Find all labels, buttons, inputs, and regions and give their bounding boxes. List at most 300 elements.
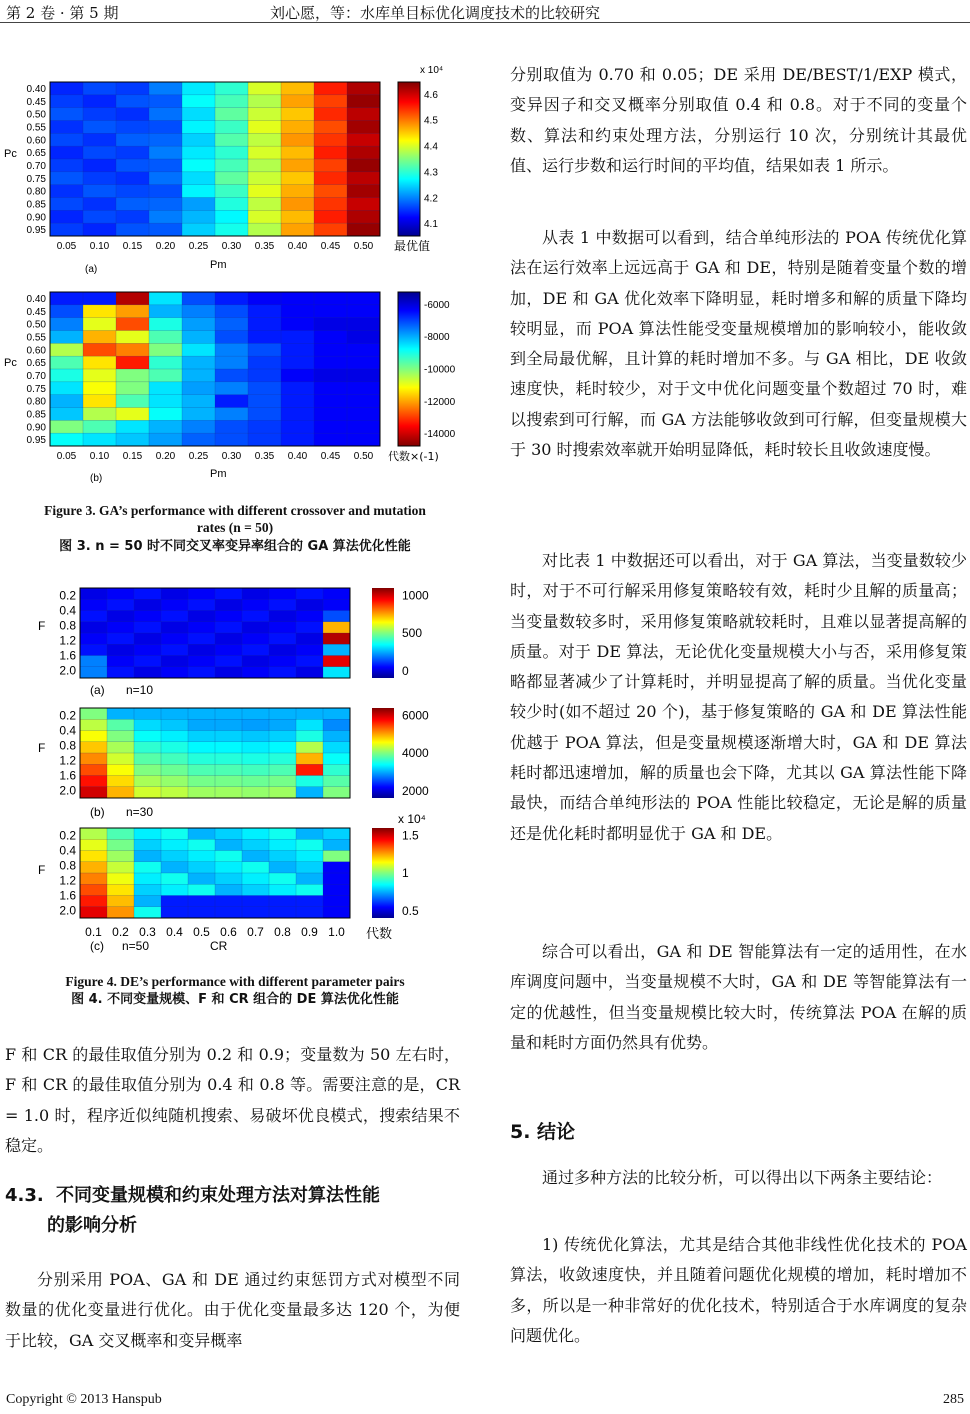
heatmap-4c-cell bbox=[80, 851, 107, 863]
heatmap-3b-cell bbox=[215, 292, 248, 305]
heatmap-3a-cell bbox=[215, 95, 248, 108]
right-paragraph-4: 综合可以看出，GA 和 DE 智能算法有一定的适用性，在水库调度问题中，当变量规模不大时，GA 和 DE 等智能算法有一定的优越性，但当变量规模比较大时，传统算法 POA 在解的质量和耗时方面仍然具有优势。 bbox=[510, 942, 967, 1052]
heatmap-3b-cell bbox=[248, 356, 281, 369]
heatmap-4a-cell bbox=[323, 667, 350, 679]
right-paragraph-6: 1) 传统优化算法，尤其是结合其他非线性优化技术的 POA 算法，收敛速度快，并且随着问题优化规模的增加，耗时增加不多，所以是一种非常好的优化技术，特别适合于水库调度的复杂问题优化。 bbox=[510, 1235, 967, 1345]
heatmap-3b-cell bbox=[182, 420, 215, 433]
heatmap-3b-cell bbox=[281, 369, 314, 382]
heatmap-3b-cell bbox=[182, 369, 215, 382]
heatmap-3b-cell bbox=[149, 318, 182, 331]
heatmap-4c-cell bbox=[107, 839, 134, 851]
heatmap-3b-cell bbox=[50, 395, 83, 408]
panel-label-3a: (a) bbox=[85, 264, 98, 275]
heatmap-4c-cell bbox=[296, 862, 323, 874]
heatmap-3a-cell bbox=[248, 172, 281, 185]
heatmap-3a-cell bbox=[314, 223, 347, 236]
heatmap-4c-cell bbox=[269, 896, 296, 908]
heatmap-4c-cell bbox=[215, 851, 242, 863]
heatmap-4c-cell bbox=[107, 828, 134, 840]
heatmap-3b-cell bbox=[116, 382, 149, 395]
heatmap-3a-cell bbox=[248, 133, 281, 146]
heatmap-4b-cell bbox=[296, 731, 323, 743]
heatmap-3a-cell bbox=[281, 223, 314, 236]
heatmap-3a-cell bbox=[347, 82, 380, 95]
heatmap-3a-cell bbox=[116, 198, 149, 211]
heatmap-3a-cell bbox=[248, 210, 281, 223]
heatmap-3b-cell bbox=[182, 331, 215, 344]
y-tick-3a: 0.55 bbox=[26, 122, 46, 134]
heatmap-4c-cell bbox=[323, 851, 350, 863]
heatmap-3b-cell bbox=[116, 343, 149, 356]
heatmap-3b-cell bbox=[347, 318, 380, 331]
heatmap-4c-cell bbox=[161, 907, 188, 919]
x-tick-3a: 0.05 bbox=[56, 241, 77, 252]
heatmap-4a-cell bbox=[107, 667, 134, 679]
heatmap-4a-cell bbox=[215, 633, 242, 645]
y-tick-4b: 0.2 bbox=[59, 708, 76, 723]
heatmap-3a-cell bbox=[50, 159, 83, 172]
heatmap-4a-cell bbox=[134, 644, 161, 656]
heatmap-3a-cell bbox=[314, 133, 347, 146]
heatmap-3b-cell bbox=[50, 420, 83, 433]
heatmap-4c-cell bbox=[134, 884, 161, 896]
x-tick-3a: 0.15 bbox=[122, 241, 143, 252]
heatmap-4b-cell bbox=[323, 753, 350, 765]
heatmap-3b-cell bbox=[314, 408, 347, 421]
heatmap-4b-cell bbox=[107, 764, 134, 776]
heatmap-4c-cell bbox=[134, 828, 161, 840]
heatmap-3b-cell bbox=[248, 433, 281, 446]
heatmap-3a-cell bbox=[116, 172, 149, 185]
heatmap-4b-cell bbox=[134, 764, 161, 776]
heatmap-4b-cell bbox=[269, 708, 296, 720]
heatmap-3a-cell bbox=[215, 210, 248, 223]
heatmap-4a-cell bbox=[161, 644, 188, 656]
heatmap-4a-cell bbox=[80, 599, 107, 611]
heatmap-4a-cell bbox=[215, 644, 242, 656]
heatmap-3b-cell bbox=[281, 343, 314, 356]
heatmap-3b-cell bbox=[314, 433, 347, 446]
colorbar-3a bbox=[398, 82, 420, 236]
heatmap-3b-cell bbox=[149, 331, 182, 344]
heatmap-3b-cell bbox=[83, 356, 116, 369]
y-tick-3a: 0.40 bbox=[26, 83, 46, 95]
heatmap-4a-cell bbox=[242, 611, 269, 623]
heatmap-3b-cell bbox=[347, 382, 380, 395]
ylabel-4b: F bbox=[38, 741, 46, 755]
heatmap-3a-cell bbox=[248, 82, 281, 95]
y-tick-3a: 0.70 bbox=[26, 160, 46, 172]
heatmap-4b-cell bbox=[242, 787, 269, 799]
y-tick-4c: 0.8 bbox=[59, 858, 76, 873]
running-title: 刘心愿，等：水库单目标优化调度技术的比较研究 bbox=[270, 4, 601, 22]
heatmap-3b-cell bbox=[50, 292, 83, 305]
heatmap-3a-cell bbox=[347, 108, 380, 121]
x-tick-3a: 0.35 bbox=[254, 241, 275, 252]
heatmap-3b-cell bbox=[50, 382, 83, 395]
colorbar-exponent-4c: x 10⁴ bbox=[398, 812, 426, 826]
heatmap-4b-cell bbox=[323, 708, 350, 720]
heatmap-3b-cell bbox=[314, 331, 347, 344]
heatmap-3a-cell bbox=[149, 95, 182, 108]
heatmap-4a-cell bbox=[107, 644, 134, 656]
heatmap-3b-cell bbox=[215, 433, 248, 446]
heatmap-4b-cell bbox=[323, 787, 350, 799]
heatmap-3a-cell bbox=[149, 133, 182, 146]
heatmap-4a-cell bbox=[323, 622, 350, 634]
heatmap-4c-cell bbox=[107, 896, 134, 908]
heatmap-3a-cell bbox=[281, 159, 314, 172]
heatmap-3a-cell bbox=[314, 198, 347, 211]
page-number: 285 bbox=[943, 1392, 964, 1407]
heatmap-3a-cell bbox=[281, 172, 314, 185]
heatmap-3a-cell bbox=[83, 82, 116, 95]
panel-label-4b: (b) bbox=[90, 805, 105, 819]
heatmap-4b-cell bbox=[107, 708, 134, 720]
heatmap-3a-cell bbox=[50, 172, 83, 185]
heatmap-3b-cell bbox=[83, 433, 116, 446]
heatmap-4a-cell bbox=[296, 599, 323, 611]
x-tick-4c: 0.6 bbox=[220, 925, 237, 939]
heatmap-4c-cell bbox=[215, 896, 242, 908]
heatmap-4b-cell bbox=[107, 731, 134, 743]
heatmap-3a-cell bbox=[182, 133, 215, 146]
heatmap-4b-cell bbox=[242, 708, 269, 720]
heatmap-4c-cell bbox=[80, 828, 107, 840]
y-tick-3a: 0.95 bbox=[26, 225, 46, 237]
heatmap-4a-cell bbox=[188, 611, 215, 623]
colorbar-tick-3b: -8000 bbox=[424, 332, 450, 344]
left-paragraph-2: 分别采用 POA、GA 和 DE 通过约束惩罚方式对模型不同数量的优化变量进行优化。由于优化变量最多达 120 个，为便于比较，GA 交叉概率和变异概率 bbox=[5, 1270, 460, 1350]
heatmap-4b-cell bbox=[296, 742, 323, 754]
heatmap-4b-cell bbox=[107, 776, 134, 788]
heatmap-3a-cell bbox=[182, 121, 215, 134]
figure-3 bbox=[0, 55, 480, 505]
heatmap-4b-cell bbox=[188, 742, 215, 754]
heatmap-3a-cell bbox=[314, 82, 347, 95]
heatmap-4c-cell bbox=[242, 896, 269, 908]
heatmap-4c-cell bbox=[215, 828, 242, 840]
heatmap-4c-cell bbox=[134, 907, 161, 919]
heatmap-3b-cell bbox=[116, 356, 149, 369]
heatmap-3b-cell bbox=[116, 318, 149, 331]
heatmap-4b-cell bbox=[296, 708, 323, 720]
heatmap-4b-cell bbox=[323, 764, 350, 776]
heatmap-4c-cell bbox=[296, 851, 323, 863]
heatmap-3b-cell bbox=[281, 318, 314, 331]
heatmap-4a-cell bbox=[323, 611, 350, 623]
y-tick-4a: 1.6 bbox=[59, 648, 76, 663]
heatmap-4c-cell bbox=[242, 862, 269, 874]
heatmap-4b-cell bbox=[269, 764, 296, 776]
heatmap-3a-cell bbox=[50, 185, 83, 198]
heatmap-4c-cell bbox=[134, 851, 161, 863]
heatmap-4c-cell bbox=[215, 862, 242, 874]
colorbar-tick-3b: -12000 bbox=[424, 396, 456, 408]
heatmap-3b-cell bbox=[281, 420, 314, 433]
heatmap-4c-cell bbox=[188, 873, 215, 885]
heatmap-3a-cell bbox=[347, 146, 380, 159]
heatmap-4b-cell bbox=[242, 764, 269, 776]
heatmap-3b-cell bbox=[314, 305, 347, 318]
heatmap-4b-cell bbox=[134, 776, 161, 788]
heatmap-3b-cell bbox=[314, 395, 347, 408]
heatmap-4c-cell bbox=[188, 851, 215, 863]
heatmap-4c-cell bbox=[161, 828, 188, 840]
heatmap-4c-cell bbox=[188, 896, 215, 908]
heatmap-4b-cell bbox=[323, 742, 350, 754]
heatmap-3b-cell bbox=[347, 331, 380, 344]
y-tick-3a: 0.75 bbox=[26, 173, 46, 185]
heatmap-3b-cell bbox=[116, 420, 149, 433]
y-tick-3b: 0.75 bbox=[26, 383, 46, 395]
heatmap-3a-cell bbox=[50, 146, 83, 159]
heatmap-3a-cell bbox=[149, 108, 182, 121]
heatmap-3a-cell bbox=[248, 95, 281, 108]
journal-volume: 第 2 卷 · 第 5 期 bbox=[6, 4, 119, 22]
heatmap-3b-cell bbox=[182, 343, 215, 356]
heatmap-3a-cell bbox=[347, 185, 380, 198]
y-tick-3a: 0.45 bbox=[26, 96, 46, 108]
right-paragraph-3: 对比表 1 中数据还可以看出，对于 GA 算法，当变量数较少时，对于不可行解采用修复策略较有效，耗时少且解的质量高；当变量数较多时，采用修复策略就较耗时，且难以显著提高解的质量。对于 DE 算法，无论优化变量规模大小与否，采用修复策略都显著减少了计算耗时，并明显提高了解的质量。当优化变量较少时(如不超过 20 个)，基于修复策略的 GA 和 DE 算法性能优越于 POA 算法，但是变量规模逐渐增大时，GA 和 DE 算法耗时都迅速增加，解的质量也会下降，尤其以 GA 算法性能下降最快，而结合单纯形法的 POA 性能比较稳定，无论是解的质量还是优化耗时都明显优于 GA 和 DE。 bbox=[510, 551, 967, 843]
heatmap-3a-cell bbox=[314, 121, 347, 134]
x-tick-4c: 0.5 bbox=[193, 925, 210, 939]
heatmap-4c-cell bbox=[296, 839, 323, 851]
heatmap-3a-cell bbox=[215, 108, 248, 121]
heatmap-4c-cell bbox=[296, 907, 323, 919]
heatmap-3a-cell bbox=[83, 159, 116, 172]
heatmap-4b-cell bbox=[296, 753, 323, 765]
heatmap-3b-cell bbox=[314, 420, 347, 433]
heatmap-3b-cell bbox=[149, 395, 182, 408]
figure-3-caption-en: Figure 3. GA’s performance with different crossover and mutation rates (n = 50) bbox=[44, 503, 426, 535]
section-4-3-title-line2: 的影响分析 bbox=[47, 1215, 137, 1236]
heatmap-4c-cell bbox=[323, 862, 350, 874]
heatmap-3a-cell bbox=[182, 146, 215, 159]
panel-n-4a: n=10 bbox=[126, 683, 154, 697]
heatmap-4b-cell bbox=[107, 787, 134, 799]
heatmap-4c-cell bbox=[323, 884, 350, 896]
x-tick-4c: 0.3 bbox=[139, 925, 156, 939]
heatmap-3b-cell bbox=[182, 408, 215, 421]
y-tick-4c: 2.0 bbox=[59, 903, 76, 918]
colorbar-label-3b: 代数×(-1) bbox=[388, 450, 439, 463]
y-tick-4b: 0.4 bbox=[59, 723, 76, 738]
heatmap-4c-cell bbox=[242, 839, 269, 851]
colorbar-tick-3a: 4.5 bbox=[424, 115, 438, 127]
heatmap-3b-cell bbox=[314, 356, 347, 369]
heatmap-4a-cell bbox=[296, 656, 323, 668]
heatmap-4c-cell bbox=[296, 896, 323, 908]
heatmap-3b-cell bbox=[83, 382, 116, 395]
heatmap-4b-cell bbox=[215, 719, 242, 731]
heatmap-3a-cell bbox=[182, 108, 215, 121]
heatmap-3b-cell bbox=[116, 395, 149, 408]
heatmap-3b-cell bbox=[215, 356, 248, 369]
y-tick-3b: 0.85 bbox=[26, 409, 46, 421]
heatmap-4a-cell bbox=[134, 588, 161, 600]
y-tick-3a: 0.65 bbox=[26, 148, 46, 160]
x-tick-3b: 0.20 bbox=[155, 451, 176, 462]
heatmap-3a-cell bbox=[314, 185, 347, 198]
heatmap-4a-cell bbox=[80, 611, 107, 623]
x-tick-3b: 0.25 bbox=[188, 451, 209, 462]
heatmap-4a-cell bbox=[296, 667, 323, 679]
heatmap-3b-cell bbox=[83, 292, 116, 305]
heatmap-3b-cell bbox=[116, 369, 149, 382]
heatmap-4b-cell bbox=[242, 776, 269, 788]
y-tick-3a: 0.80 bbox=[26, 186, 46, 198]
heatmap-3b-cell bbox=[248, 292, 281, 305]
heatmap-3a-cell bbox=[83, 121, 116, 134]
heatmap-4a-cell bbox=[296, 644, 323, 656]
heatmap-3a-cell bbox=[149, 210, 182, 223]
heatmap-4a-cell bbox=[188, 656, 215, 668]
heatmap-4c-cell bbox=[269, 907, 296, 919]
y-tick-3b: 0.45 bbox=[26, 306, 46, 318]
section-4-3-title-line1: 不同变量规模和约束处理方法对算法性能 bbox=[56, 1185, 381, 1206]
colorbar-tick-4b: 4000 bbox=[402, 746, 429, 761]
heatmap-4a-cell bbox=[161, 588, 188, 600]
heatmap-3b-cell bbox=[149, 382, 182, 395]
heatmap-3b-cell bbox=[314, 318, 347, 331]
colorbar-tick-4c: 1 bbox=[402, 866, 409, 881]
x-tick-3b: 0.05 bbox=[56, 451, 77, 462]
heatmap-4b-cell bbox=[269, 742, 296, 754]
heatmap-4b-cell bbox=[161, 787, 188, 799]
heatmap-3b-cell bbox=[314, 343, 347, 356]
heatmap-3a-cell bbox=[281, 95, 314, 108]
heatmap-4c-cell bbox=[323, 828, 350, 840]
heatmap-4b-cell bbox=[107, 719, 134, 731]
heatmap-4c-cell bbox=[188, 828, 215, 840]
y-tick-3a: 0.85 bbox=[26, 199, 46, 211]
heatmap-3b-cell bbox=[83, 305, 116, 318]
heatmap-4b-cell bbox=[269, 776, 296, 788]
xlabel-3b: Pm bbox=[210, 468, 227, 480]
heatmap-4b-cell bbox=[80, 742, 107, 754]
colorbar-tick-3a: 4.4 bbox=[424, 141, 438, 153]
heatmap-4a-cell bbox=[269, 644, 296, 656]
heatmap-3a-cell bbox=[347, 133, 380, 146]
heatmap-4a-cell bbox=[215, 622, 242, 634]
x-tick-4c: 1.0 bbox=[328, 925, 345, 939]
heatmap-4b-cell bbox=[323, 719, 350, 731]
heatmap-4a-cell bbox=[80, 644, 107, 656]
colorbar-tick-3b: -14000 bbox=[424, 429, 456, 441]
heatmap-3a-cell bbox=[83, 95, 116, 108]
heatmap-3b-cell bbox=[248, 331, 281, 344]
heatmap-3b-cell bbox=[116, 305, 149, 318]
heatmap-3a-cell bbox=[83, 172, 116, 185]
heatmap-3b-cell bbox=[149, 305, 182, 318]
xlabel-4c: CR bbox=[210, 939, 228, 953]
heatmap-4a-cell bbox=[323, 599, 350, 611]
heatmap-4b-cell bbox=[161, 708, 188, 720]
heatmap-3b-cell bbox=[50, 318, 83, 331]
heatmap-3a-cell bbox=[281, 82, 314, 95]
heatmap-3b-cell bbox=[347, 305, 380, 318]
panel-label-3b: (b) bbox=[90, 473, 103, 484]
heatmap-4a-cell bbox=[242, 644, 269, 656]
heatmap-3a-cell bbox=[347, 95, 380, 108]
heatmap-4c-cell bbox=[161, 873, 188, 885]
y-tick-3b: 0.40 bbox=[26, 293, 46, 305]
x-tick-4c: 0.9 bbox=[301, 925, 318, 939]
heatmap-3a-cell bbox=[149, 82, 182, 95]
y-tick-4b: 2.0 bbox=[59, 783, 76, 798]
x-tick-4c: 0.4 bbox=[166, 925, 183, 939]
heatmap-3a-cell bbox=[149, 121, 182, 134]
heatmap-3a-cell bbox=[50, 108, 83, 121]
heatmap-4c-cell bbox=[296, 884, 323, 896]
heatmap-3a-cell bbox=[50, 198, 83, 211]
y-tick-4a: 2.0 bbox=[59, 663, 76, 678]
heatmap-4c-cell bbox=[107, 884, 134, 896]
y-tick-3a: 0.90 bbox=[26, 212, 46, 224]
heatmap-4b-cell bbox=[323, 731, 350, 743]
heatmap-4c-cell bbox=[215, 839, 242, 851]
heatmap-3b-cell bbox=[182, 395, 215, 408]
heatmap-4b-cell bbox=[215, 764, 242, 776]
heatmap-4c-cell bbox=[188, 839, 215, 851]
heatmap-3b-cell bbox=[182, 318, 215, 331]
heatmap-4b-cell bbox=[161, 764, 188, 776]
x-tick-3b: 0.35 bbox=[254, 451, 275, 462]
heatmap-4a-cell bbox=[296, 622, 323, 634]
x-tick-3b: 0.50 bbox=[353, 451, 374, 462]
heatmap-4a-cell bbox=[323, 656, 350, 668]
heatmap-4b-cell bbox=[188, 719, 215, 731]
heatmap-3a-cell bbox=[83, 185, 116, 198]
copyright: Copyright © 2013 Hanspub bbox=[6, 1392, 162, 1407]
heatmap-3b-cell bbox=[215, 395, 248, 408]
heatmap-4c-cell bbox=[269, 862, 296, 874]
heatmap-3a-cell bbox=[149, 146, 182, 159]
heatmap-4b-cell bbox=[269, 719, 296, 731]
heatmap-3a-cell bbox=[215, 159, 248, 172]
ylabel-4c: F bbox=[38, 863, 46, 877]
heatmap-4a-cell bbox=[107, 611, 134, 623]
heatmap-3a-cell bbox=[182, 210, 215, 223]
colorbar-tick-4b: 2000 bbox=[402, 784, 429, 798]
heatmap-4a-cell bbox=[80, 622, 107, 634]
heatmap-4b-cell bbox=[215, 731, 242, 743]
heatmap-3b-cell bbox=[281, 292, 314, 305]
heatmap-3b-cell bbox=[83, 318, 116, 331]
heatmap-4b-cell bbox=[296, 776, 323, 788]
panel-label-4a: (a) bbox=[90, 683, 105, 697]
heatmap-3a-cell bbox=[281, 133, 314, 146]
heatmap-3a-cell bbox=[83, 223, 116, 236]
heatmap-4b-cell bbox=[269, 753, 296, 765]
heatmap-3b-cell bbox=[281, 382, 314, 395]
x-tick-4c: 0.8 bbox=[274, 925, 291, 939]
heatmap-3b-cell bbox=[347, 420, 380, 433]
heatmap-4a-cell bbox=[134, 667, 161, 679]
y-tick-4a: 1.2 bbox=[59, 633, 76, 648]
heatmap-3b-cell bbox=[215, 331, 248, 344]
heatmap-4b-cell bbox=[161, 719, 188, 731]
heatmap-4c-cell bbox=[269, 839, 296, 851]
y-tick-3b: 0.80 bbox=[26, 396, 46, 408]
y-tick-3b: 0.90 bbox=[26, 422, 46, 434]
heatmap-3a-cell bbox=[281, 198, 314, 211]
heatmap-4c-cell bbox=[242, 851, 269, 863]
heatmap-3b-cell bbox=[248, 318, 281, 331]
heatmap-3a-cell bbox=[116, 159, 149, 172]
heatmap-4b-cell bbox=[161, 776, 188, 788]
